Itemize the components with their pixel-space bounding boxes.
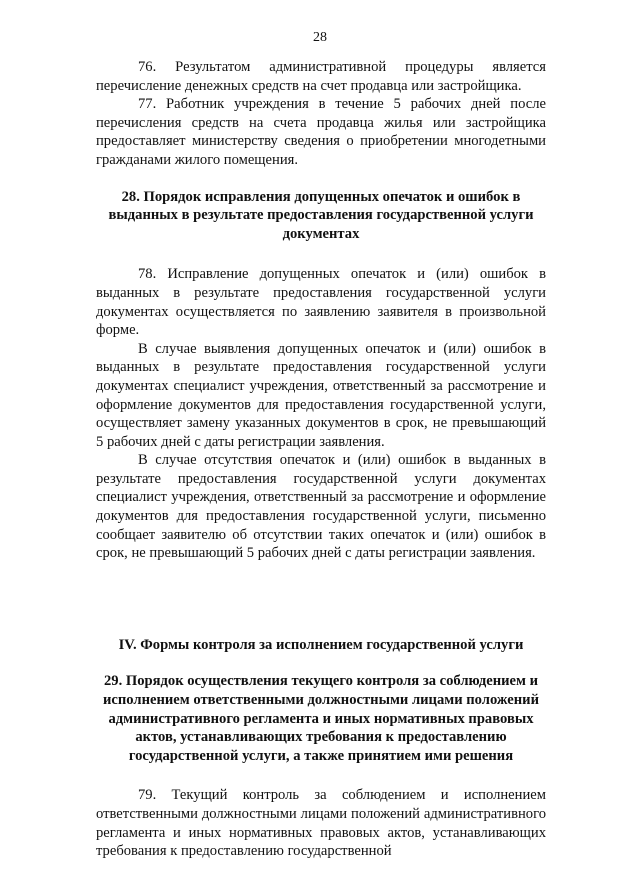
paragraph-78-correction: В случае выявления допущенных опечаток и (или) ошибок в выданных в результате предоставления государственной услуги документах специалист учреждения, ответственный за рассмотрение и оформление документов для предоставления государственной услуги, осуществляет замену указанных документов в срок, не превышающий 5 рабочих дней с даты регистрации заявления.: [96, 340, 546, 450]
section-heading-28: 28. Порядок исправления допущенных опечаток и ошибок в выданных в результате предоставления государственной услуги документах: [108, 188, 534, 242]
paragraph-77: 77. Работник учреждения в течение 5 рабочих дней после перечисления средств на счета продавца жилья или застройщика предоставляет министерству сведения о приобретении многодетными гражданами жилого помещения.: [96, 96, 546, 168]
paragraph-79: 79. Текущий контроль за соблюдением и исполнением ответственными должностными лицами положений административного регламента и иных нормативных правовых актов, устанавливающих требования к предоставлению государственной: [96, 787, 546, 860]
document-body: [96, 58, 546, 861]
paragraph-76: 76. Результатом административной процедуры является перечисление денежных средств на счет продавца или застройщика.: [96, 59, 546, 94]
chapter-heading-iv: IV. Формы контроля за исполнением государственной услуги: [118, 636, 524, 653]
page-number: 28: [313, 30, 327, 45]
section-heading-29: 29. Порядок осуществления текущего контроля за соблюдением и исполнением ответственными должностными лицами положений административного регламента и иных нормативных правовых актов, устанавливающих требования к предоставлению государственной услуги, а также принятием ими решения: [103, 673, 539, 764]
paragraph-78-no-errors: В случае отсутствия опечаток и (или) ошибок в выданных в результате предоставления государственной услуги документах специалист учреждения, ответственный за рассмотрение и оформление документов для предоставления государственной услуги, письменно сообщает заявителю об отсутствии таких опечаток и (или) ошибок в срок, не превышающий 5 рабочих дней с даты регистрации заявления.: [96, 452, 546, 562]
paragraph-78: 78. Исправление допущенных опечаток и (или) ошибок в выданных в результате предоставления государственной услуги документах осуществляется по заявлению заявителя в произвольной форме.: [96, 266, 546, 339]
